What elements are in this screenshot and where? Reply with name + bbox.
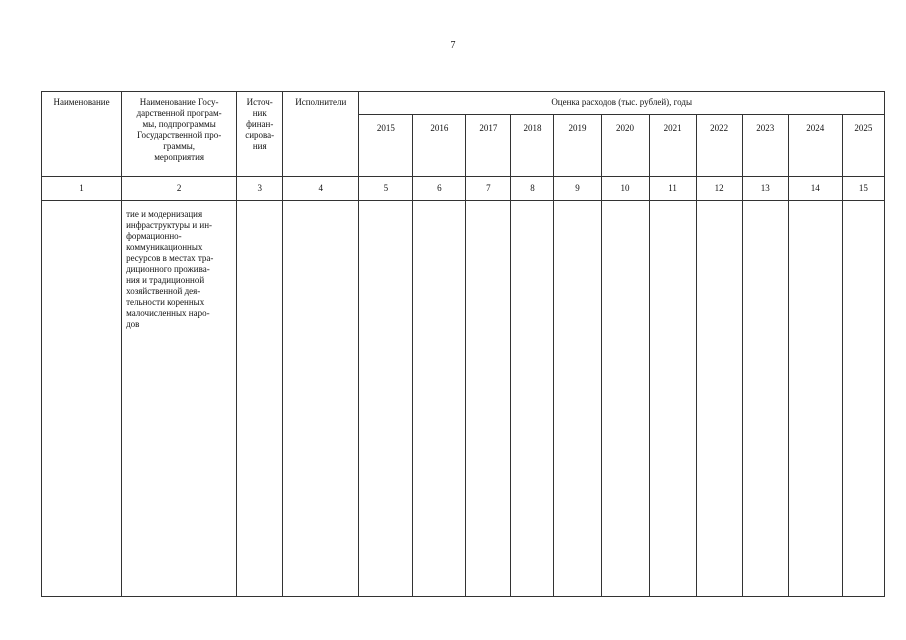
column-number: 3 [237, 177, 283, 201]
year-header: 2024 [788, 115, 842, 177]
header-row [42, 92, 885, 115]
cell-year-value [788, 201, 842, 597]
column-number: 4 [283, 177, 359, 201]
column-number: 14 [788, 177, 842, 201]
column-number: 7 [466, 177, 511, 201]
year-header: 2018 [511, 115, 554, 177]
year-header: 2022 [696, 115, 742, 177]
page-number: 7 [450, 40, 456, 51]
expenses-table [41, 91, 885, 597]
cell-name [42, 201, 122, 597]
year-header: 2020 [601, 115, 649, 177]
cell-year-value [649, 201, 696, 597]
column-number: 5 [359, 177, 413, 201]
cell-executors [283, 201, 359, 597]
year-header: 2023 [742, 115, 788, 177]
column-number: 12 [696, 177, 742, 201]
cell-year-value [601, 201, 649, 597]
column-number: 2 [122, 177, 237, 201]
cell-program: тие и модернизация инфраструктуры и ин- формационно- коммуникационных ресурсов в местах тра- диционного прожива- ния и традиционной хозяйственной дея- тельности коренных малочисленных наро- дов [122, 201, 237, 597]
column-number: 11 [649, 177, 696, 201]
header-program: Наименование Госу- дарственной програм- мы, подпрограммы Государственной про- граммы, мероприятия [122, 92, 237, 177]
year-header: 2016 [413, 115, 466, 177]
year-header: 2025 [842, 115, 884, 177]
cell-year-value [359, 201, 413, 597]
column-number: 8 [511, 177, 554, 201]
year-header: 2021 [649, 115, 696, 177]
column-number: 13 [742, 177, 788, 201]
cell-year-value [742, 201, 788, 597]
cell-year-value [696, 201, 742, 597]
cell-year-value [511, 201, 554, 597]
column-number: 1 [42, 177, 122, 201]
header-expenses: Оценка расходов (тыс. рублей), годы [359, 92, 885, 115]
year-header: 2017 [466, 115, 511, 177]
year-header: 2019 [554, 115, 601, 177]
header-name: Наименование [42, 92, 122, 177]
cell-source [237, 201, 283, 597]
column-number: 15 [842, 177, 884, 201]
table-row [42, 201, 885, 597]
column-number: 10 [601, 177, 649, 201]
column-number-row [42, 177, 885, 201]
header-executors: Исполнители [283, 92, 359, 177]
column-number: 6 [413, 177, 466, 201]
cell-year-value [413, 201, 466, 597]
year-header: 2015 [359, 115, 413, 177]
cell-year-value [466, 201, 511, 597]
header-source: Источ- ник финан- сирова- ния [237, 92, 283, 177]
cell-year-value [842, 201, 884, 597]
column-number: 9 [554, 177, 601, 201]
cell-year-value [554, 201, 601, 597]
